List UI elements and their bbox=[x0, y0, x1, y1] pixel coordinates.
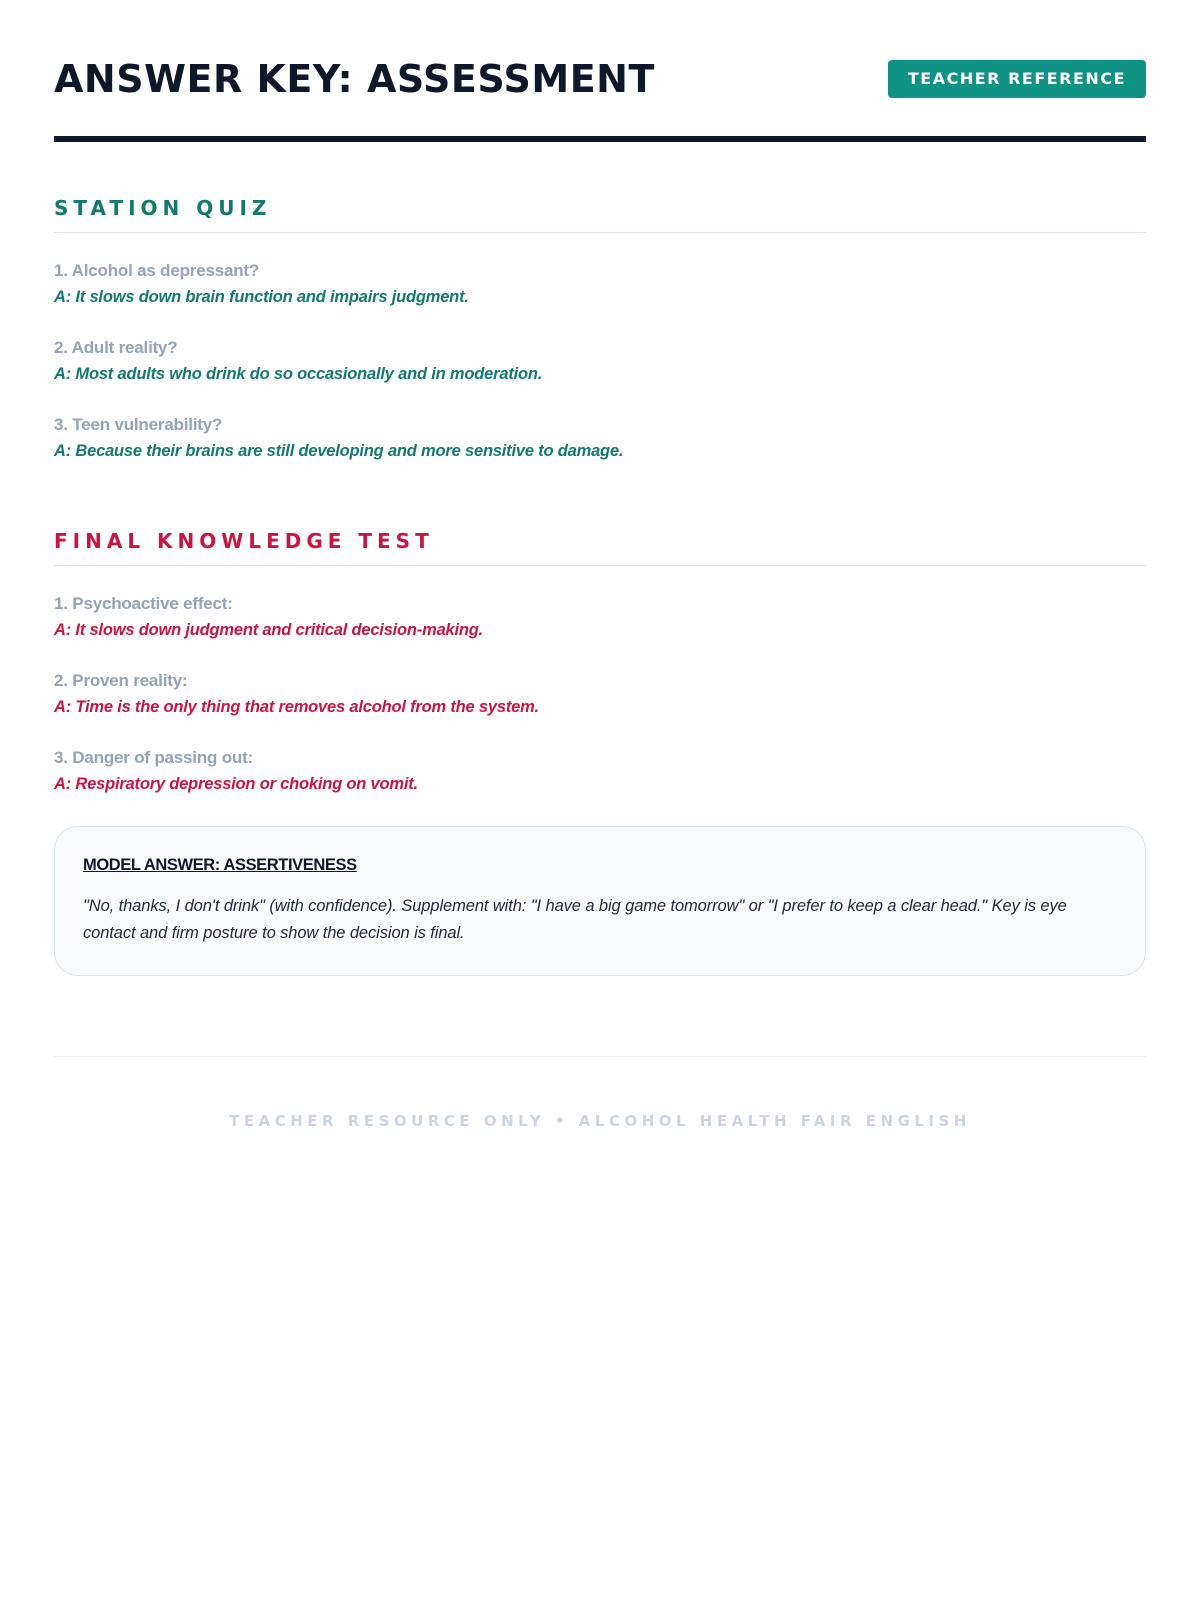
quiz-question: 2. Adult reality? bbox=[54, 338, 178, 357]
teacher-reference-badge: TEACHER REFERENCE bbox=[888, 60, 1146, 98]
test-item bbox=[54, 592, 1146, 642]
test-question: 2. Proven reality: bbox=[54, 671, 188, 690]
quiz-item bbox=[54, 336, 1146, 386]
test-item bbox=[54, 746, 1146, 796]
test-answer: A: It slows down judgment and critical decision-making. bbox=[54, 621, 484, 639]
quiz-question: 3. Teen vulnerability? bbox=[54, 415, 223, 434]
test-answer: A: Respiratory depression or choking on vomit. bbox=[54, 775, 418, 793]
quiz-item bbox=[54, 259, 1146, 309]
quiz-answer: A: Most adults who drink do so occasionally and in moderation. bbox=[54, 365, 543, 383]
quiz-answer: A: Because their brains are still developing and more sensitive to damage. bbox=[54, 442, 624, 460]
test-item bbox=[54, 669, 1146, 719]
footer-text: TEACHER RESOURCE ONLY • ALCOHOL HEALTH FAIR ENGLISH bbox=[229, 1112, 971, 1130]
page-header bbox=[54, 0, 1146, 142]
test-answer: A: Time is the only thing that removes alcohol from the system. bbox=[54, 698, 539, 716]
model-answer-text: "No, thanks, I don't drink" (with confidence). Supplement with: "I have a big game tomorrow" or "I prefer to keep a clear head." Key is eye contact and firm posture to show the decision is final. bbox=[83, 897, 1067, 942]
station-quiz-list bbox=[54, 259, 1146, 463]
test-question: 1. Psychoactive effect: bbox=[54, 594, 233, 613]
final-test-section bbox=[54, 529, 1146, 976]
quiz-answer: A: It slows down brain function and impairs judgment. bbox=[54, 288, 469, 306]
final-test-heading: FINAL KNOWLEDGE TEST bbox=[54, 529, 1146, 566]
quiz-item bbox=[54, 413, 1146, 463]
quiz-question: 1. Alcohol as depressant? bbox=[54, 261, 260, 280]
footer-divider bbox=[54, 1056, 1146, 1057]
test-question: 3. Danger of passing out: bbox=[54, 748, 254, 767]
final-test-list bbox=[54, 592, 1146, 796]
station-quiz-section bbox=[54, 196, 1146, 463]
page-title: ANSWER KEY: ASSESSMENT bbox=[54, 57, 655, 101]
model-answer-title: MODEL ANSWER: ASSERTIVENESS bbox=[83, 856, 357, 874]
model-answer-box bbox=[54, 826, 1146, 976]
station-quiz-heading: STATION QUIZ bbox=[54, 196, 1146, 233]
